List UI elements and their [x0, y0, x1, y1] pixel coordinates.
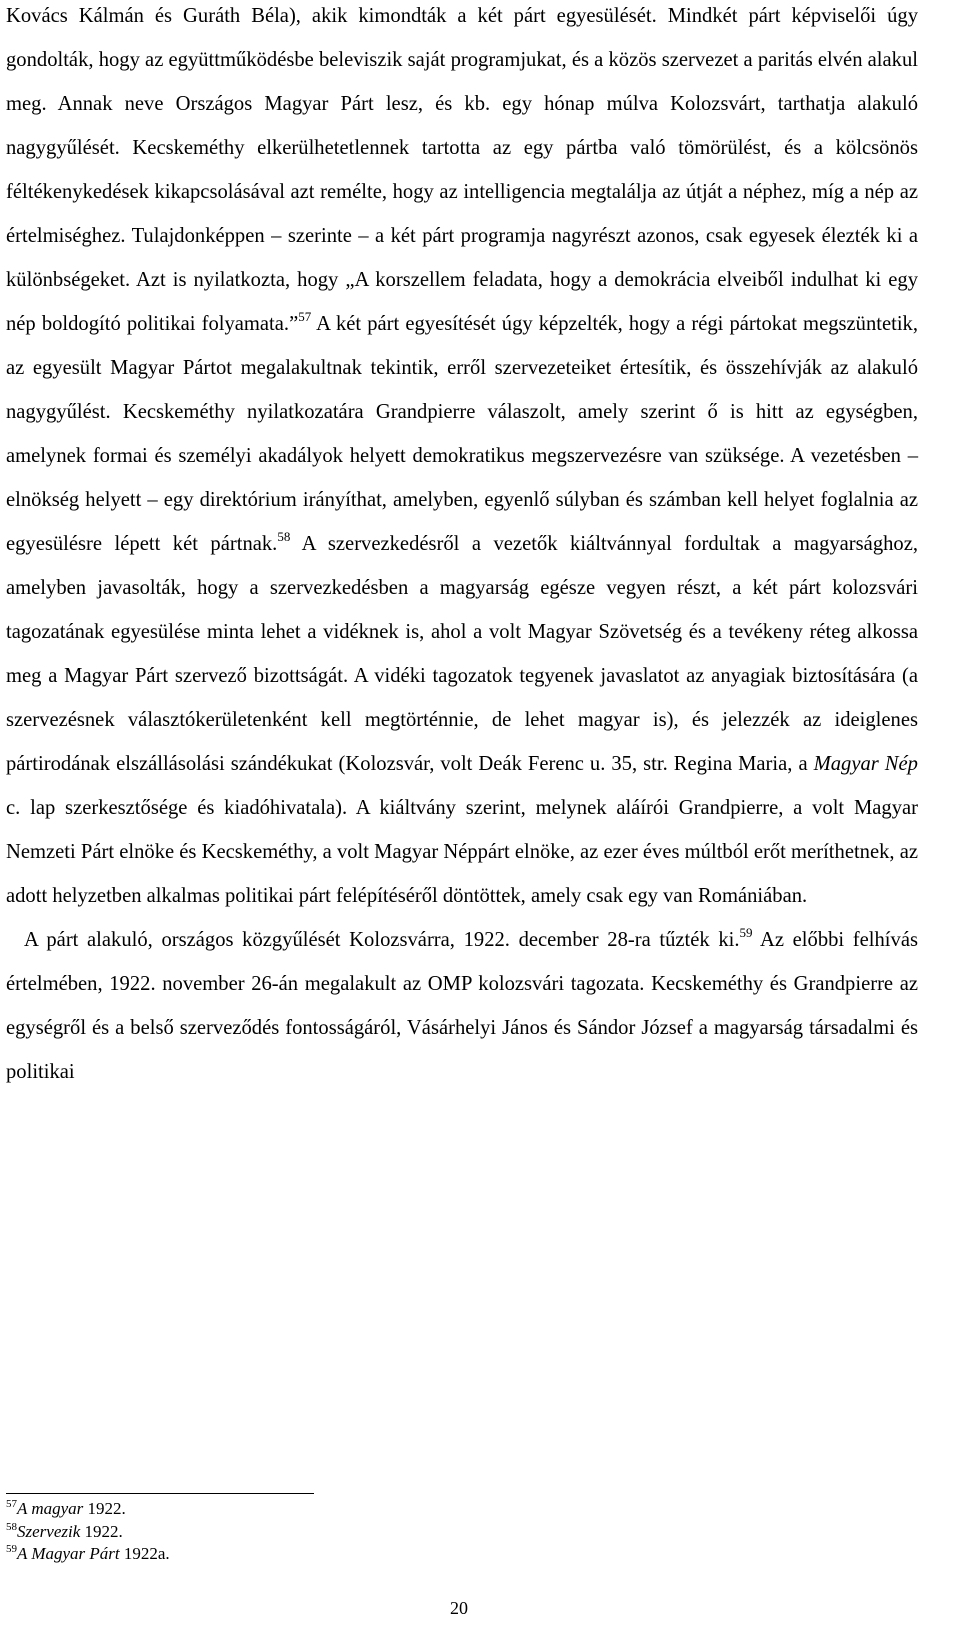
footnote	[6, 1498, 606, 1521]
page-number: 20	[450, 1598, 468, 1618]
footnote-source-title: Szervezik	[17, 1521, 81, 1541]
footnote-reference: 57	[298, 309, 312, 324]
footnote-number: 57	[6, 1498, 17, 1510]
footnote	[6, 1521, 606, 1544]
footnote-divider	[6, 1493, 314, 1494]
footnote-year: 1922.	[80, 1521, 123, 1541]
paragraph-text: A párt alakuló, országos közgyűlését Kolozsvárra, 1922. december 28-ra tűzték ki.	[24, 929, 740, 951]
paragraph-text: A két párt egyesítését úgy képzelték, hogy a régi pártokat megszüntetik, az egyesült Magyar Pártot megalakultnak tekintik, erről szervezeteiket értesítik, és összehívják az alakuló nagygyűlést. Kecskeméthy nyilatkozatára Grandpierre válaszolt, amely szerint ő is hitt az egységben, amelynek formai és személyi akadályok helyett demokratikus megszervezésre van szüksége. A vezetésben – elnökség helyett – egy direktórium irányíthat, amelyben, egyenlő súlyban és számban kell helyet foglalnia az egyesülésre lépett két pártnak.	[6, 313, 919, 555]
italic-title: Magyar Nép	[813, 753, 918, 775]
footnote-number: 59	[6, 1543, 17, 1555]
paragraph-text: A szervezkedésről a vezetők kiáltvánnyal fordultak a magyarsághoz, amelyben javasolták, hogy a szervezkedésben a magyarság egésze vegyen részt, a két párt kolozsvári tagozatának egyesülése minta lehet a vidéknek is, ahol a volt Magyar Szövetség és a tevékeny réteg alkossa meg a Magyar Párt szervező bizottságát. A vidéki tagozatok tegyenek javaslatot az anyagiak biztosítására (a szervezésnek választókerületenként kell megtörténnie, de lehet magyar is), és jelezzék az ideiglenes pártirodának elszállásolási szándékukat (Kolozsvár, volt Deák Ferenc u. 35, str. Regina Maria, a	[6, 533, 918, 775]
paragraph-text: Kovács Kálmán és Guráth Béla), akik kimondták a két párt egyesülését. Mindkét párt képviselői úgy gondolták, hogy az együttműködésbe beleviszik saját programjukat, és a közös szervezet a paritás elvén alakul meg. Annak neve Országos Magyar Párt lesz, és kb. egy hónap múlva Kolozsvárt, tarthatja alakuló nagygyűlését. Kecskeméthy elkerülhetetlennek tartotta az egy pártba való tömörülést, és a kölcsönös féltékenykedések kikapcsolásával azt remélte, hogy az intelligencia megtalálja az útját a néphez, míg a nép az értelmiséghez. Tulajdonképpen – szerinte – a két párt programja nagyrészt azonos, csak egyesek élezték ki a különbségeket. Azt is nyilatkozta, hogy „A korszellem feladata, hogy a demokrácia elveiből indulhat ki egy nép boldogító politikai folyamata.”	[6, 5, 918, 335]
footnote-year: 1922.	[83, 1499, 126, 1518]
paragraph-text: Az előbbi felhívás értelmében, 1922. november 26-án megalakult az OMP kolozsvári tagozata. Kecskeméthy és Grandpierre az egységről és a belső szerveződés fontosságáról, Vásárhelyi János és Sándor József a magyarság társadalmi és politikai	[6, 929, 918, 1083]
footnote-reference: 58	[277, 529, 291, 544]
footnote-year: 1922a.	[119, 1544, 170, 1563]
footnote-reference: 59	[739, 925, 753, 940]
paragraph	[6, 918, 918, 1094]
paragraph-text: c. lap szerkesztősége és kiadóhivatala). A kiáltvány szerint, melynek aláírói Grandpierre, a volt Magyar Nemzeti Párt elnöke és Kecskeméthy, a volt Magyar Néppárt elnöke, az ezer éves múltból erőt meríthetnek, az adott helyzetben alkalmas politikai párt felépítéséről döntöttek, amely csak egy van Romániában.	[6, 797, 918, 907]
body-text	[6, 0, 918, 1094]
footnote-source-title: A Magyar Párt	[17, 1544, 120, 1563]
paragraph	[6, 0, 918, 918]
footnote	[6, 1543, 606, 1566]
footnotes	[6, 1498, 606, 1566]
footnote-source-title: A magyar	[17, 1499, 84, 1518]
footnote-number: 58	[6, 1520, 17, 1533]
